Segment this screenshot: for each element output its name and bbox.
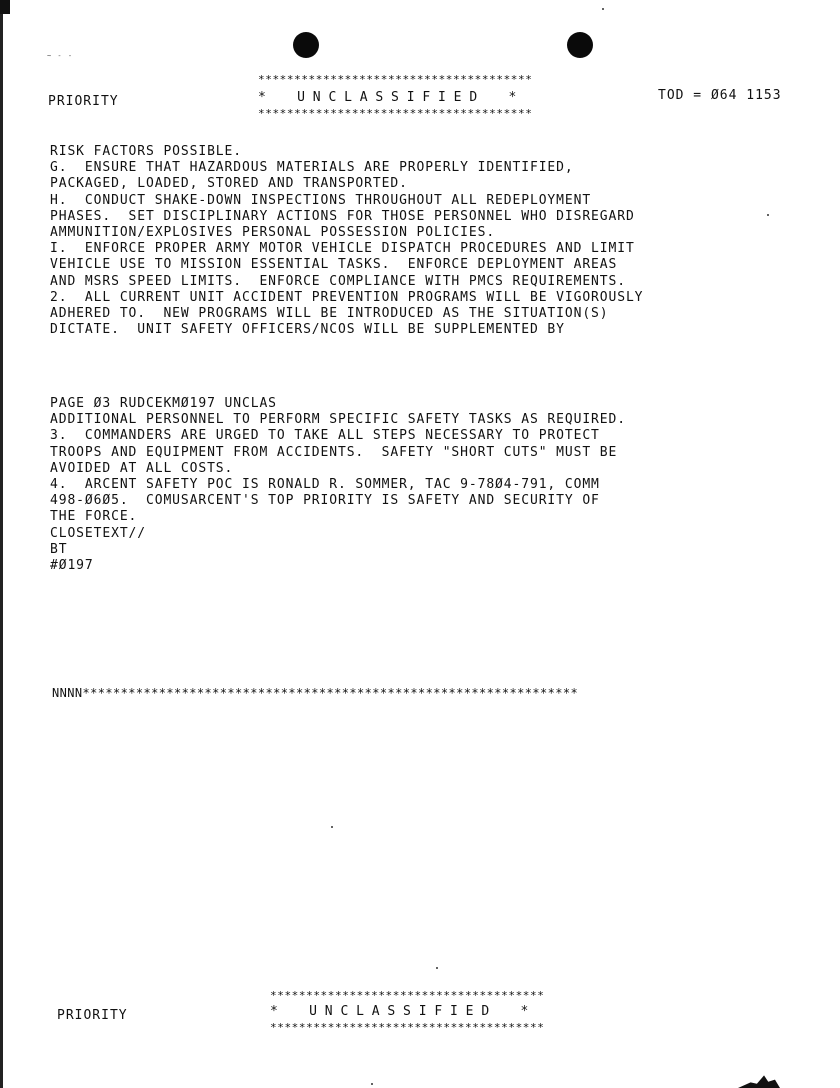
scan-blot bbox=[738, 1074, 780, 1088]
scan-corner-mark bbox=[0, 0, 10, 14]
body-text-line: ADDITIONAL PERSONNEL TO PERFORM SPECIFIC SAFETY TASKS AS REQUIRED. bbox=[50, 412, 626, 428]
body-text-line: VEHICLE USE TO MISSION ESSENTIAL TASKS. ENFORCE DEPLOYMENT AREAS bbox=[50, 257, 618, 273]
classification-banner-bottom: ************************************** bbox=[258, 107, 533, 120]
classification-banner-top: ************************************** bbox=[258, 73, 533, 86]
body-text-line: THE FORCE. bbox=[50, 509, 138, 525]
punch-hole-left bbox=[293, 32, 319, 58]
message-body-continued bbox=[50, 144, 643, 338]
body-text-line: RISK FACTORS POSSIBLE. bbox=[50, 144, 242, 159]
body-text-line: H. CONDUCT SHAKE-DOWN INSPECTIONS THROUGHOUT ALL REDEPLOYMENT bbox=[50, 192, 592, 208]
body-text-line: PAGE Ø3 RUDCEKMØ197 UNCLAS bbox=[50, 396, 277, 411]
body-text-line: BT bbox=[50, 541, 68, 557]
scan-speck bbox=[436, 967, 438, 969]
body-text-line: AMMUNITION/EXPLOSIVES PERSONAL POSSESSION POLICIES. bbox=[50, 224, 496, 240]
body-text-line: G. ENSURE THAT HAZARDOUS MATERIALS ARE PROPERLY IDENTIFIED, bbox=[50, 160, 574, 176]
body-text-line: DICTATE. UNIT SAFETY OFFICERS/NCOS WILL BE SUPPLEMENTED BY bbox=[50, 322, 565, 338]
end-of-message-marker: NNNN***************************************************************** bbox=[52, 686, 579, 700]
scan-smudge: ~ - - bbox=[47, 52, 74, 60]
body-text-line: I. ENFORCE PROPER ARMY MOTOR VEHICLE DISPATCH PROCEDURES AND LIMIT bbox=[50, 241, 635, 257]
body-text-line: 4. ARCENT SAFETY POC IS RONALD R. SOMMER, TAC 9-78Ø4-791, COMM bbox=[50, 476, 600, 492]
scan-speck bbox=[767, 214, 769, 216]
body-text-line: 498-Ø6Ø5. COMUSARCENT'S TOP PRIORITY IS SAFETY AND SECURITY OF bbox=[50, 493, 600, 509]
scan-speck bbox=[331, 826, 333, 828]
classification-banner: * U N C L A S S I F I E D * bbox=[258, 90, 517, 105]
footer-classification-banner: * U N C L A S S I F I E D * bbox=[270, 1004, 529, 1019]
body-text-line: AVOIDED AT ALL COSTS. bbox=[50, 460, 234, 476]
body-text-line: TROOPS AND EQUIPMENT FROM ACCIDENTS. SAFETY "SHORT CUTS" MUST BE bbox=[50, 444, 618, 460]
body-text-line: AND MSRS SPEED LIMITS. ENFORCE COMPLIANCE WITH PMCS REQUIREMENTS. bbox=[50, 273, 626, 289]
scan-speck bbox=[602, 8, 604, 10]
punch-hole-right bbox=[567, 32, 593, 58]
precedence-label: PRIORITY bbox=[48, 94, 119, 109]
body-text-line: PACKAGED, LOADED, STORED AND TRANSPORTED. bbox=[50, 176, 408, 192]
time-of-delivery: TOD = Ø64 1153 bbox=[658, 88, 782, 103]
body-text-line: ADHERED TO. NEW PROGRAMS WILL BE INTRODUCED AS THE SITUATION(S) bbox=[50, 305, 609, 321]
footer-precedence-label: PRIORITY bbox=[57, 1008, 128, 1023]
scan-speck bbox=[371, 1083, 373, 1085]
body-text-line: CLOSETEXT// bbox=[50, 525, 146, 541]
scan-left-edge bbox=[0, 0, 3, 1088]
body-text-line: #Ø197 bbox=[50, 557, 94, 573]
body-text-line: 2. ALL CURRENT UNIT ACCIDENT PREVENTION PROGRAMS WILL BE VIGOROUSLY bbox=[50, 289, 644, 305]
body-text-line: 3. COMMANDERS ARE URGED TO TAKE ALL STEPS NECESSARY TO PROTECT bbox=[50, 428, 600, 444]
footer-classification-banner-bottom: ************************************** bbox=[270, 1021, 545, 1034]
body-text-line: PHASES. SET DISCIPLINARY ACTIONS FOR THOSE PERSONNEL WHO DISREGARD bbox=[50, 208, 635, 224]
footer-classification-banner-top: ************************************** bbox=[270, 989, 545, 1002]
message-body-page-3 bbox=[50, 396, 626, 574]
